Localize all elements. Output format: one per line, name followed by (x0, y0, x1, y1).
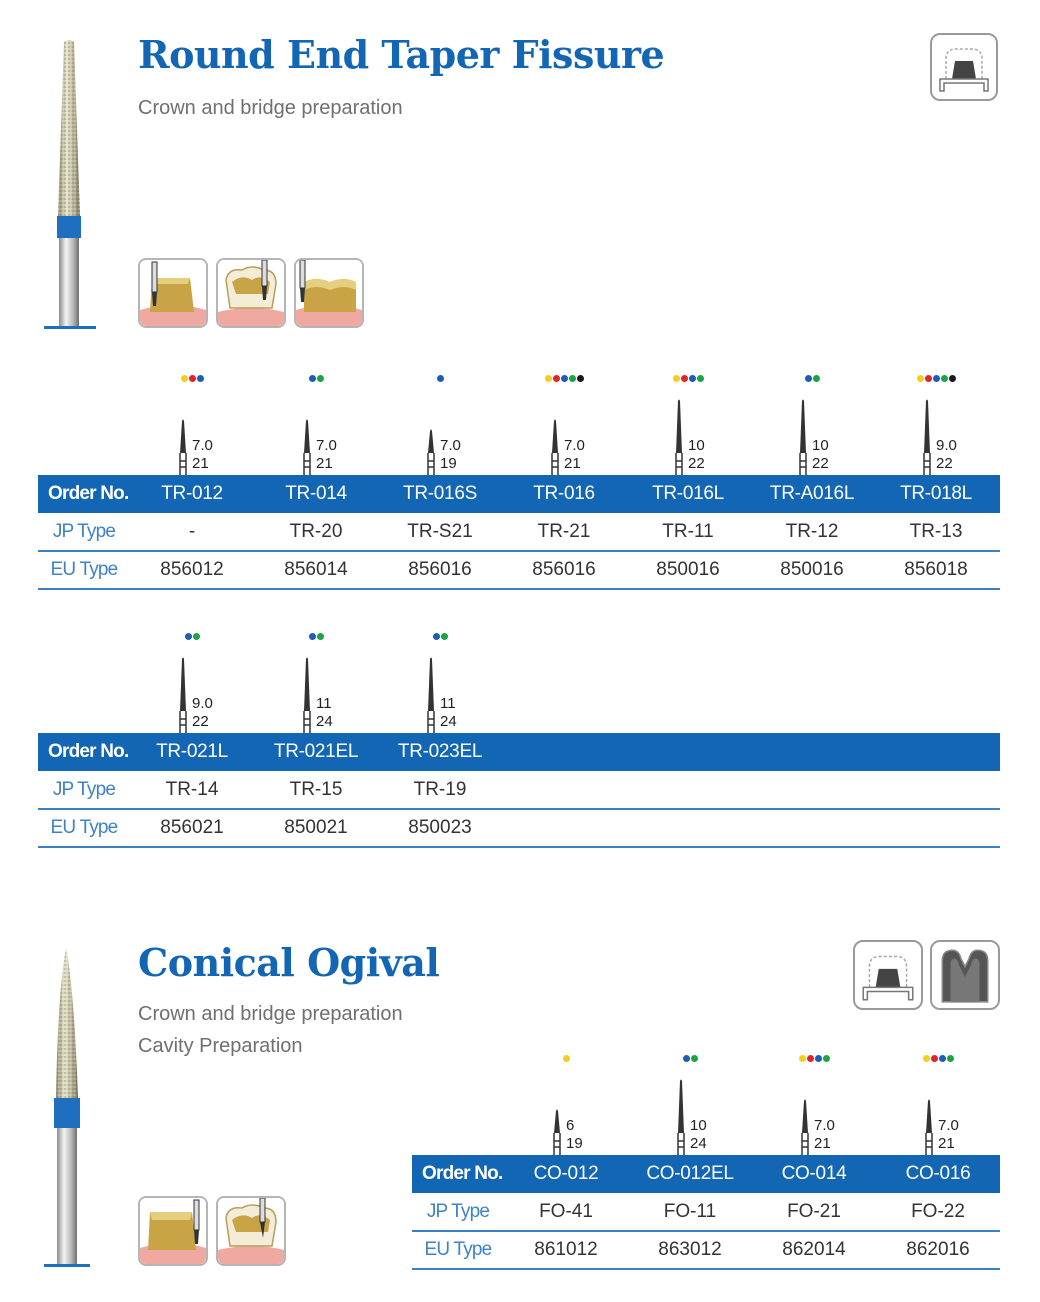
overall-length: 21 (814, 1135, 831, 1152)
jp-type-value: FO-41 (539, 1201, 593, 1222)
order-number: TR-016L (652, 483, 724, 504)
eu-type-value: 850016 (656, 559, 720, 580)
order-number: CO-016 (905, 1163, 971, 1184)
jp-type-value: TR-19 (413, 779, 467, 800)
grit-color-dots (626, 375, 750, 385)
grit-color-dots (504, 1055, 628, 1065)
order-no-label: Order No. (48, 483, 129, 504)
bur-silhouette (672, 1077, 690, 1155)
grit-color-dots (254, 375, 378, 385)
grit-dot-blue (815, 1055, 822, 1062)
head-diameter: 10 (690, 1117, 707, 1134)
grit-dot-blue (433, 633, 440, 640)
cavity-preparation-icon (930, 940, 1000, 1010)
eu-type-value: 856018 (904, 559, 968, 580)
bur-profile (750, 375, 874, 475)
bur-profile (628, 1055, 752, 1155)
bur-profile (254, 633, 378, 733)
head-diameter: 7.0 (440, 437, 461, 454)
grit-dot-green (441, 633, 448, 640)
grit-dot-blue (437, 375, 444, 382)
head-diameter: 9.0 (192, 695, 213, 712)
bur-profile (130, 633, 254, 733)
order-number: TR-014 (285, 483, 347, 504)
grit-dot-green (317, 633, 324, 640)
grit-color-dots (752, 1055, 876, 1065)
bur-silhouette (174, 655, 192, 733)
grit-color-dots (130, 633, 254, 643)
eu-type-label: EU Type (50, 817, 118, 838)
overall-length: 22 (936, 455, 953, 472)
ogival-bur-photo (40, 948, 100, 1270)
order-number-row (38, 733, 1000, 771)
bur-silhouette (174, 397, 192, 475)
overall-length: 24 (690, 1135, 707, 1152)
crown-preparation-icon (853, 940, 923, 1010)
head-diameter: 7.0 (192, 437, 213, 454)
grit-dot-blue (185, 633, 192, 640)
grit-dot-blue (309, 633, 316, 640)
bur-profile-row (130, 633, 1000, 733)
eu-type-row (38, 809, 1000, 848)
order-no-label: Order No. (48, 741, 129, 762)
product-table-2 (38, 633, 1000, 848)
eu-type-value: 856021 (160, 817, 224, 838)
order-number: TR-021L (156, 741, 228, 762)
order-number: TR-018L (900, 483, 972, 504)
overall-length: 22 (688, 455, 705, 472)
order-number-row (38, 475, 1000, 513)
grit-dot-yellow (181, 375, 188, 382)
grit-dot-green (697, 375, 704, 382)
eu-type-value: 862016 (906, 1239, 970, 1260)
overall-length: 19 (566, 1135, 583, 1152)
order-number-row (412, 1155, 1000, 1193)
bur-silhouette (298, 655, 316, 733)
bur-profile-row (504, 1055, 1000, 1155)
section-conical-ogival (0, 900, 1040, 1302)
section-subtitle: Cavity Preparation (138, 1035, 303, 1057)
grit-dot-yellow (917, 375, 924, 382)
head-diameter: 11 (316, 695, 332, 712)
grit-color-dots (876, 1055, 1000, 1065)
order-number: TR-016 (533, 483, 595, 504)
grit-dot-black (949, 375, 956, 382)
grit-dot-blue (933, 375, 940, 382)
grit-color-dots (750, 375, 874, 385)
eu-type-label: EU Type (424, 1239, 492, 1260)
grit-dot-green (941, 375, 948, 382)
grit-dot-green (317, 375, 324, 382)
bur-silhouette (920, 1077, 938, 1155)
grit-dot-blue (689, 375, 696, 382)
grit-dot-red (189, 375, 196, 382)
eu-type-row (38, 551, 1000, 590)
grit-color-dots (874, 375, 998, 385)
overall-length: 24 (316, 713, 333, 730)
bur-silhouette (548, 1077, 566, 1155)
eu-type-value: 856016 (408, 559, 472, 580)
jp-type-value: TR-21 (537, 521, 591, 542)
overall-length: 19 (440, 455, 457, 472)
grit-dot-green (569, 375, 576, 382)
eu-type-value: 861012 (534, 1239, 598, 1260)
eu-type-value: 850023 (408, 817, 472, 838)
jp-type-value: TR-12 (785, 521, 839, 542)
eu-type-value: 850016 (780, 559, 844, 580)
grit-dot-blue (939, 1055, 946, 1062)
head-diameter: 7.0 (814, 1117, 835, 1134)
grit-dot-blue (561, 375, 568, 382)
jp-type-row (38, 771, 1000, 810)
eu-type-row (412, 1231, 1000, 1270)
eu-type-value: 863012 (658, 1239, 722, 1260)
grit-dot-red (681, 375, 688, 382)
overall-length: 21 (316, 455, 333, 472)
grit-dot-yellow (923, 1055, 930, 1062)
bur-profile (378, 633, 502, 733)
section-subtitle: Crown and bridge preparation (138, 1003, 403, 1025)
bur-profile (254, 375, 378, 475)
eu-type-label: EU Type (50, 559, 118, 580)
overall-length: 21 (564, 455, 581, 472)
occlusal-prep-illustration (216, 258, 286, 328)
order-number: TR-A016L (769, 483, 855, 504)
bur-profile (130, 375, 254, 475)
grit-dot-red (931, 1055, 938, 1062)
head-diameter: 11 (440, 695, 456, 712)
shoulder-prep-illustration (138, 1196, 208, 1266)
overall-length: 24 (440, 713, 457, 730)
head-diameter: 7.0 (938, 1117, 959, 1134)
bur-silhouette (670, 397, 688, 475)
jp-type-row (38, 513, 1000, 552)
eu-type-value: 862014 (782, 1239, 846, 1260)
bur-profile (378, 375, 502, 475)
bur-silhouette (796, 1077, 814, 1155)
grit-dot-green (813, 375, 820, 382)
head-diameter: 7.0 (316, 437, 337, 454)
bur-profile-row (130, 375, 1000, 475)
head-diameter: 9.0 (936, 437, 957, 454)
section-title: Round End Taper Fissure (138, 32, 665, 77)
bur-silhouette (422, 397, 440, 475)
margin-prep-illustration (294, 258, 364, 328)
overall-length: 22 (812, 455, 829, 472)
jp-type-label: JP Type (52, 521, 116, 542)
bur-profile (502, 375, 626, 475)
bur-profile (876, 1055, 1000, 1155)
grit-dot-blue (805, 375, 812, 382)
order-number: CO-012 (533, 1163, 599, 1184)
jp-type-value: TR-14 (165, 779, 219, 800)
grit-dot-yellow (563, 1055, 570, 1062)
overall-length: 21 (192, 455, 209, 472)
crown-preparation-icon (930, 33, 998, 101)
bur-silhouette (918, 397, 936, 475)
product-table-1 (38, 375, 1000, 590)
head-diameter: 7.0 (564, 437, 585, 454)
order-no-label: Order No. (422, 1163, 503, 1184)
eu-type-value: 850021 (284, 817, 348, 838)
grit-dot-yellow (799, 1055, 806, 1062)
order-number: CO-014 (781, 1163, 847, 1184)
head-diameter: 6 (566, 1117, 575, 1134)
grit-dot-yellow (673, 375, 680, 382)
grit-color-dots (378, 375, 502, 385)
jp-type-row (412, 1193, 1000, 1232)
jp-type-label: JP Type (426, 1201, 490, 1222)
jp-type-label: JP Type (52, 779, 116, 800)
jp-type-value: TR-13 (909, 521, 963, 542)
grit-dot-red (925, 375, 932, 382)
taper-bur-photo (40, 38, 100, 330)
grit-dot-green (947, 1055, 954, 1062)
head-diameter: 10 (688, 437, 705, 454)
grit-dot-blue (197, 375, 204, 382)
shoulder-prep-illustration (138, 258, 208, 328)
eu-type-value: 856016 (532, 559, 596, 580)
eu-type-value: 856012 (160, 559, 224, 580)
eu-type-value: 856014 (284, 559, 348, 580)
bur-profile (752, 1055, 876, 1155)
bur-silhouette (422, 655, 440, 733)
jp-type-value: FO-22 (911, 1201, 965, 1222)
bur-profile (626, 375, 750, 475)
grit-color-dots (502, 375, 626, 385)
grit-dot-green (193, 633, 200, 640)
grit-color-dots (628, 1055, 752, 1065)
grit-dot-black (577, 375, 584, 382)
bur-silhouette (794, 397, 812, 475)
bur-silhouette (298, 397, 316, 475)
grit-dot-yellow (545, 375, 552, 382)
bur-profile (504, 1055, 628, 1155)
section-title: Conical Ogival (138, 940, 440, 985)
overall-length: 22 (192, 713, 209, 730)
jp-type-value: FO-11 (663, 1201, 717, 1222)
occlusal-prep-illustration (216, 1196, 286, 1266)
grit-color-dots (378, 633, 502, 643)
jp-type-value: TR-15 (289, 779, 343, 800)
order-number: CO-012EL (646, 1163, 734, 1184)
product-table-3 (412, 1055, 1000, 1270)
jp-type-value: TR-11 (662, 521, 714, 542)
grit-dot-green (691, 1055, 698, 1062)
order-number: TR-021EL (273, 741, 359, 762)
bur-profile (874, 375, 998, 475)
order-number: TR-012 (161, 483, 223, 504)
jp-type-value: FO-21 (787, 1201, 841, 1222)
grit-dot-red (807, 1055, 814, 1062)
overall-length: 21 (938, 1135, 955, 1152)
jp-type-value: TR-20 (289, 521, 343, 542)
jp-type-value: - (188, 521, 196, 542)
order-number: TR-023EL (397, 741, 483, 762)
grit-color-dots (130, 375, 254, 385)
section-subtitle: Crown and bridge preparation (138, 97, 403, 119)
grit-dot-blue (309, 375, 316, 382)
grit-dot-blue (683, 1055, 690, 1062)
grit-dot-green (823, 1055, 830, 1062)
grit-color-dots (254, 633, 378, 643)
jp-type-value: TR-S21 (407, 521, 473, 542)
head-diameter: 10 (812, 437, 829, 454)
order-number: TR-016S (403, 483, 477, 504)
grit-dot-red (553, 375, 560, 382)
bur-silhouette (546, 397, 564, 475)
